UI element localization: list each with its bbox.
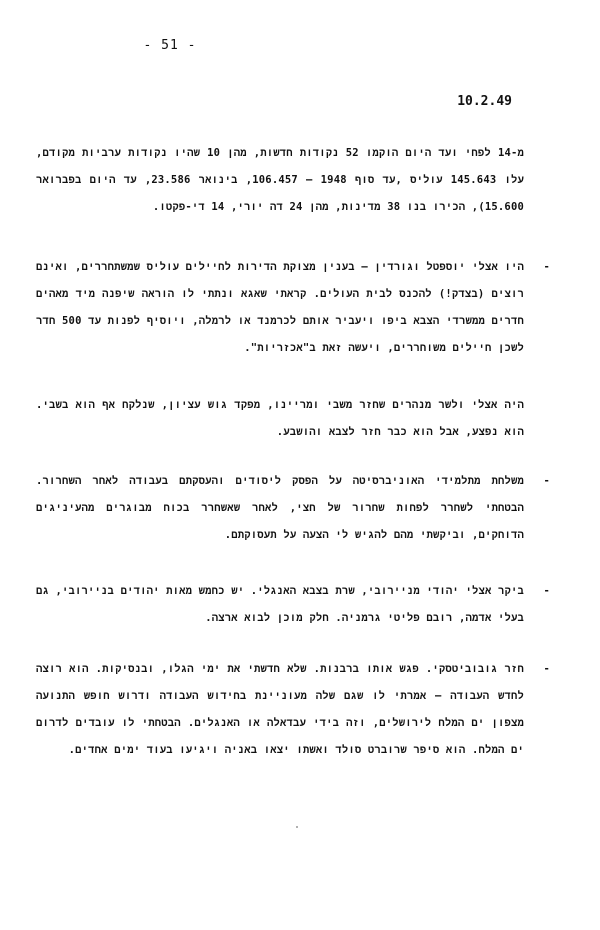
paragraph-nairobi bbox=[36, 578, 550, 632]
paragraph-dead-sea bbox=[36, 656, 550, 764]
bullet-dash: - bbox=[543, 475, 550, 487]
paragraph-housing bbox=[36, 254, 550, 362]
scan-speck bbox=[296, 826, 298, 828]
paragraph-text: היה אצלי ולשר מנהרים שחזר משבי ומריינו, מפקד גוש עציון, שנלקח אף הוא בשבי. הוא נפצע, אבל הוא כבר חזר לצבא והושבע. bbox=[36, 399, 524, 438]
paragraph-text: חזר גובוביטסקי. פגש אותו ברבנות. שלא חדשתי את ימי הגלו, ובנסיקות. הוא רוצה לחדש העבודה – אמרתי לו שגם שלה מעוניינת בחידוש העבודה ודרוש חופש התנועה מצפון ים המלח לירושלים, וזה בידי עבדאלה או האנגלים. הבטחתי לו עובדים לדרום ים המלח. הוא סיפר שרוברט סולד ואשתו יצאו באניה ויגיעו בעוד ימים אחדים. bbox=[36, 663, 524, 756]
paragraph-text: משלחת מתלמידי האוניברסיטה על הפסק ליסודים והעסקתם בעבודה לאחר השחרור. הבטחתי לשחרר לפחות שחרור של חצי, לאחר שאשחרר בכוח מבוגרים מהעיניגים הדוחקים, וביקשתי מהם להגיש לי הצעה על תעסוקתם. bbox=[36, 475, 524, 541]
bullet-dash: - bbox=[543, 663, 550, 675]
paragraph-statistics bbox=[36, 140, 524, 221]
paragraph-text: ביקר אצלי יהודי מניירובי, שרת בצבא האנגלי. יש כחמש מאות יהודים בניירובי, גם בעלי אדמה, רובם פליטי גרמניה. חלק מוכן לבוא ארצה. bbox=[36, 585, 524, 624]
bullet-dash: - bbox=[543, 261, 550, 273]
paragraph-students bbox=[36, 468, 550, 549]
bullet-dash: - bbox=[543, 585, 550, 597]
paragraph-text: היו אצלי יוספטל וגורדין – בענין מצוקת הדירות לחיילים עוליס שמשתחררים, ואינם רוצים (בצדק!) להכנס לבית העולים. קראתי שאגא ונתתי לו הוראה שיפנה מיד מאהים חדרים ממשרדי הצבא ביפו ויעביר אותם לכרמנד או לרמלה, ויוסיף לפנות עד 500 חדר לשכן חיילים משוחררים, ויעשה זאת ב"אכזריות". bbox=[36, 261, 524, 354]
page-number: - 51 - bbox=[143, 38, 197, 53]
paragraph-text: מ-14 לפחי ועד היום הוקמו 52 נקודות חדשות, מהן 10 שהיו נקודות ערביות מקודם, עלו 145.643 עוליס ,עד סוף 1948 – 106.457, בינואר 23.586, עד היום בפברואר 15.600), הכירו בנו 38 מדינות, מהן 24 דה יורי, 14 די-פקטו. bbox=[36, 147, 525, 213]
paragraph-captivity bbox=[36, 392, 524, 446]
entry-date: 10.2.49 bbox=[457, 94, 512, 109]
